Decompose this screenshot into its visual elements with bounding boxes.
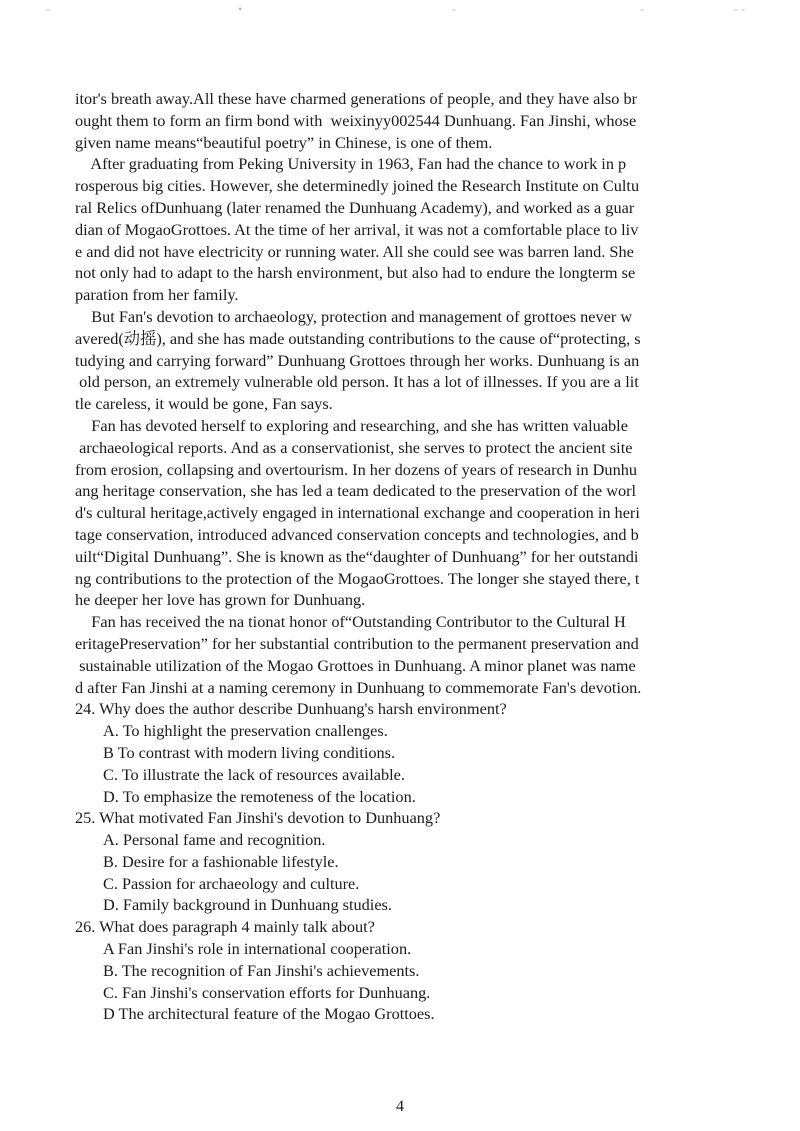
answer-option: C. Fan Jinshi's conservation efforts for Dunhuang.	[103, 982, 431, 1002]
question-25	[75, 807, 735, 916]
text-line: uilt“Digital Dunhuang”. She is known as the“daughter of Dunhuang” for her outstandi	[75, 546, 639, 566]
page-number: 4	[396, 1098, 404, 1115]
text-line: avered(动摇), and she has made outstanding contributions to the cause of“protecting, s	[75, 328, 641, 348]
scan-mark: -	[452, 2, 456, 16]
text-line: ral Relics ofDunhuang (later renamed the Dunhuang Academy), and worked as a guar	[75, 197, 635, 217]
answer-option: D. To emphasize the remoteness of the location.	[103, 786, 416, 806]
text-line: paration from her family.	[75, 285, 239, 305]
question-stem: 25. What motivated Fan Jinshi's devotion to Dunhuang?	[75, 808, 441, 828]
answer-option: B To contrast with modern living conditions.	[103, 742, 396, 762]
answer-option: A. Personal fame and recognition.	[103, 830, 326, 850]
text-line: After graduating from Peking University in 1963, Fan had the chance to work in p	[75, 154, 627, 174]
text-line: rosperous big cities. However, she determinedly joined the Research Institute on Cultu	[75, 176, 640, 196]
scan-mark: - -	[734, 2, 745, 16]
passage	[75, 88, 735, 698]
question-24	[75, 698, 735, 807]
paragraph	[75, 415, 735, 611]
answer-option: D. Family background in Dunhuang studies.	[103, 895, 392, 915]
answer-option: B. Desire for a fashionable lifestyle.	[103, 851, 339, 871]
text-line: he deeper her love has grown for Dunhuang.	[75, 590, 366, 610]
paragraph	[75, 611, 735, 698]
text-line: given name means“beautiful poetry” in Chinese, is one of them.	[75, 132, 493, 152]
text-line: eritagePreservation” for her substantial contribution to the permanent preservation and	[75, 633, 639, 653]
text-line: Fan has devoted herself to exploring and researching, and she has written valuable	[75, 415, 628, 435]
text-column	[75, 88, 735, 1025]
text-line: old person, an extremely vulnerable old person. It has a lot of illnesses. If you are a lit	[75, 372, 639, 392]
text-line: But Fan's devotion to archaeology, protection and management of grottoes never w	[75, 306, 633, 326]
text-line: tle careless, it would be gone, Fan says.	[75, 394, 333, 414]
text-line: e and did not have electricity or running water. All she could see was barren land. She	[75, 241, 634, 261]
scan-mark: •	[238, 2, 243, 16]
text-line: tage conservation, introduced advanced conservation concepts and technologies, and b	[75, 524, 639, 544]
text-line: d's cultural heritage,actively engaged in international exchange and cooperation in heri	[75, 503, 640, 523]
text-line: sustainable utilization of the Mogao Grottoes in Dunhuang. A minor planet was name	[75, 655, 636, 675]
question-stem: 26. What does paragraph 4 mainly talk about?	[75, 917, 375, 937]
question-26	[75, 916, 735, 1025]
text-line: dian of MogaoGrottoes. At the time of her arrival, it was not a comfortable place to liv	[75, 219, 639, 239]
text-line: ng contributions to the protection of the MogaoGrottoes. The longer she stayed there, t	[75, 568, 640, 588]
scan-mark: -	[640, 2, 644, 16]
questions	[75, 698, 735, 1025]
scan-mark: -	[46, 2, 50, 16]
answer-option: C. Passion for archaeology and culture.	[103, 873, 360, 893]
text-line: archaeological reports. And as a conservationist, she serves to protect the ancient site	[75, 437, 633, 457]
text-line: d after Fan Jinshi at a naming ceremony in Dunhuang to commemorate Fan's devotion.	[75, 677, 642, 697]
paragraph	[75, 153, 735, 306]
text-line: tudying and carrying forward” Dunhuang Grottoes through her works. Dunhuang is an	[75, 350, 640, 370]
question-stem: 24. Why does the author describe Dunhuang's harsh environment?	[75, 699, 507, 719]
text-line: itor's breath away.All these have charmed generations of people, and they have also br	[75, 89, 638, 108]
answer-option: B. The recognition of Fan Jinshi's achievements.	[103, 960, 420, 980]
answer-option: C. To illustrate the lack of resources available.	[103, 764, 405, 784]
answer-option: A Fan Jinshi's role in international cooperation.	[103, 939, 412, 959]
text-line: ought them to form an firm bond with weixinyy002544 Dunhuang. Fan Jinshi, whose	[75, 110, 637, 130]
answer-option: D The architectural feature of the Mogao Grottoes.	[103, 1004, 435, 1024]
paragraph	[75, 88, 735, 153]
text-line: Fan has received the na tionat honor of“Outstanding Contributor to the Cultural H	[75, 612, 626, 632]
answer-option: A. To highlight the preservation cnallenges.	[103, 721, 388, 741]
paragraph	[75, 306, 735, 415]
text-line: ang heritage conservation, she has led a team dedicated to the preservation of the worl	[75, 481, 637, 501]
text-line: not only had to adapt to the harsh environment, but also had to endure the longterm se	[75, 263, 636, 283]
text-line: from erosion, collapsing and overtourism. In her dozens of years of research in Dunhu	[75, 459, 637, 479]
